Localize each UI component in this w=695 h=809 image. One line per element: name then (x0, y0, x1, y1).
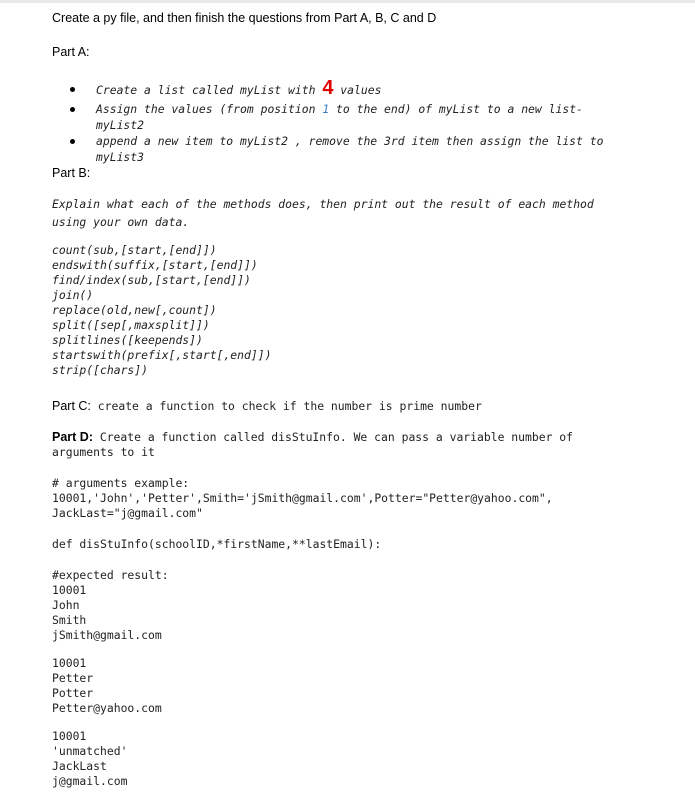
bullet-text: Assign the values (from position (96, 102, 323, 116)
bullet-text: append a new item to myList2 , remove the 3rd item then assign the list to (96, 134, 604, 148)
part-d (52, 430, 573, 460)
code-line: #expected result: (52, 568, 169, 582)
function-definition (52, 537, 381, 552)
result-line: JackLast (52, 759, 107, 773)
method-list (52, 243, 271, 378)
result-line: 'unmatched' (52, 744, 128, 758)
bullet-icon (70, 139, 75, 144)
code-line: def disStuInfo(schoolID,*firstName,**lastEmail): (52, 537, 382, 551)
bullet-text: myList3 (96, 150, 145, 164)
expected-result-block (52, 729, 127, 789)
highlight-number: 4 (322, 77, 334, 99)
code-line: JackLast="j@gmail.com" (52, 506, 203, 520)
bullet-icon (70, 107, 75, 112)
result-line: j@gmail.com (52, 774, 128, 788)
top-border (0, 0, 695, 3)
part-a-list (70, 77, 670, 165)
bullet-text: to the end) of myList to a new list- (329, 102, 583, 116)
result-line: 10001 (52, 656, 87, 670)
arguments-example (52, 476, 553, 521)
result-line: Smith (52, 613, 87, 627)
part-d-text: Create a function called disStuInfo. We can pass a variable number of (92, 430, 574, 444)
highlight-number: 1 (322, 102, 330, 116)
bullet-text: Create a list called myList with (96, 83, 323, 97)
method-item: replace(old,new[,count]) (52, 303, 217, 317)
instruction-line: Explain what each of the methods does, then print out the result of each method (52, 197, 594, 211)
method-item: find/index(sub,[start,[end]]) (52, 273, 251, 287)
bullet-text: values (333, 83, 382, 97)
bullet-icon (70, 87, 75, 92)
result-line: Petter (52, 671, 94, 685)
expected-result-block (52, 656, 162, 716)
result-line: 10001 (52, 583, 87, 597)
method-item: endswith(suffix,[start,[end]]) (52, 258, 258, 272)
method-item: startswith(prefix[,start[,end]]) (52, 348, 272, 362)
list-item (70, 101, 670, 133)
code-line: # arguments example: (52, 476, 190, 490)
part-a-heading: Part A: (52, 45, 90, 59)
result-line: Petter@yahoo.com (52, 701, 162, 715)
part-d-text: arguments to it (52, 445, 155, 459)
result-line: jSmith@gmail.com (52, 628, 162, 642)
method-item: splitlines([keepends]) (52, 333, 203, 347)
part-d-heading: Part D: (52, 430, 93, 444)
list-item (70, 77, 670, 99)
list-item (70, 133, 670, 165)
method-item: strip([chars]) (52, 363, 149, 377)
method-item: split([sep[,maxsplit]]) (52, 318, 210, 332)
part-b-instructions (52, 195, 594, 231)
result-line: 10001 (52, 729, 87, 743)
result-line: John (52, 598, 80, 612)
code-line: 10001,'John','Petter',Smith='jSmith@gmail.com',Potter="Petter@yahoo.com", (52, 491, 553, 505)
method-item: count(sub,[start,[end]]) (52, 243, 217, 257)
page-title: Create a py file, and then finish the questions from Part A, B, C and D (52, 11, 437, 25)
instruction-line: using your own data. (52, 215, 190, 229)
bullet-text: myList2 (96, 118, 145, 132)
part-c-text: create a function to check if the number is prime number (90, 399, 482, 413)
method-item: join() (52, 288, 94, 302)
part-c-heading: Part C: (52, 399, 91, 413)
part-b-heading: Part B: (52, 166, 91, 180)
result-line: Potter (52, 686, 94, 700)
expected-result-block (52, 568, 169, 643)
part-c (52, 399, 482, 413)
